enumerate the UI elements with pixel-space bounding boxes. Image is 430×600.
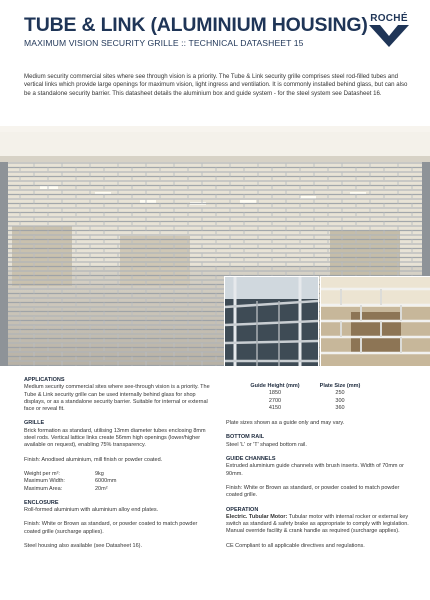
grille-heading: GRILLE xyxy=(24,420,45,427)
left-column xyxy=(24,377,212,550)
enclosure-heading: ENCLOSURE xyxy=(24,499,59,506)
table-cell: 2700 xyxy=(268,397,282,404)
logo-triangle-icon xyxy=(369,25,409,47)
table-cell: 1850 xyxy=(268,390,282,397)
table-cell: 360 xyxy=(335,404,345,411)
table-header: Guide Height (mm) xyxy=(250,383,300,389)
table-cell: 300 xyxy=(335,397,345,404)
enclosure-text: Roll-formed aluminium with aluminium alloy end plates. xyxy=(24,507,159,514)
applications-heading: APPLICATIONS xyxy=(24,377,65,383)
bottom-rail-text: Steel 'L' or 'T' shaped bottom rail. xyxy=(226,441,307,448)
enclosure-finish: Finish: White or Brown as standard, or powder coated to match powder coated grille (surcharge applies). xyxy=(24,521,198,535)
inset-photo-interior xyxy=(320,276,430,366)
intro-paragraph: Medium security commercial sites where see through vision is a priority. The Tube & Link security grille comprises steel rod-filled tubes and vertical links which provide large openings for maximum vision, light ingress and ventilation. It is commonly installed behind glass, but can also be a standalone security barrier. This datasheet details the aluminium box and guide system - for the steel system see Datasheet 16. xyxy=(24,73,408,97)
main-photo xyxy=(0,126,430,366)
operation-heading: OPERATION xyxy=(226,506,259,513)
bottom-rail-heading: BOTTOM RAIL xyxy=(226,434,265,441)
guide-channels-finish: Finish: White or Brown as standard, or powder coated to match powder coated grille. xyxy=(226,484,400,499)
table-header: Plate Size (mm) xyxy=(319,383,361,389)
guide-plate-table xyxy=(240,383,414,412)
right-column xyxy=(226,383,414,550)
grille-text: Brick formation as standard, utilising 13mm diameter tubes enclosing 8mm steel rods. Vertical lattice links create 56mm high openings (lower/higher available on request), enabling 75% transparency. xyxy=(24,427,206,449)
header xyxy=(24,14,368,48)
spec-row: Weight per m²: 9kg xyxy=(24,470,104,477)
grille-finish: Finish: Anodised aluminium, mill finish or powder coated. xyxy=(24,456,163,463)
plate-size-note: Plate sizes shown as a guide only and may vary. xyxy=(226,420,345,427)
spec-row: Maximum Area: 20m² xyxy=(24,485,108,492)
page-title: TUBE & LINK (ALUMINIUM HOUSING) xyxy=(24,14,368,36)
table-cell: 250 xyxy=(335,390,345,397)
ce-compliance-text: CE Compliant to all applicable directives and regulations. xyxy=(226,542,365,549)
logo-wordmark: ROCHÉ xyxy=(370,13,408,24)
operation-description: Tubular motor with internal rocker or external key switch as standard & safety brake as appropriate to comply with legislation. Manual override facility & crank handle as required (surcharge applies). xyxy=(226,513,409,535)
table-cell: 4150 xyxy=(268,404,282,411)
spec-row: Maximum Width: 6000mm xyxy=(24,478,117,485)
operation-bold-label: Electric. Tubular Motor: xyxy=(226,513,288,520)
steel-housing-note: Steel housing also available (see Datasheet 16). xyxy=(24,543,143,550)
applications-text: Medium security commercial sites where see-through vision is a priority. The Tube & Link security grille can be used internally behind glass for shop displays, or as a standalone security barrier. Suitable for internal or external face or reveal fit. xyxy=(24,384,210,413)
roche-logo xyxy=(368,13,410,47)
inset-photo-detail xyxy=(224,276,319,366)
guide-channels-text: Extruded aluminium guide channels with brush inserts. Width of 70mm or 90mm. xyxy=(226,463,404,477)
guide-channels-heading: GUIDE CHANNELS xyxy=(226,456,276,463)
page-subtitle: MAXIMUM VISION SECURITY GRILLE :: TECHNICAL DATASHEET 15 xyxy=(24,38,304,48)
operation-text xyxy=(226,514,414,536)
spec-list xyxy=(24,471,212,493)
